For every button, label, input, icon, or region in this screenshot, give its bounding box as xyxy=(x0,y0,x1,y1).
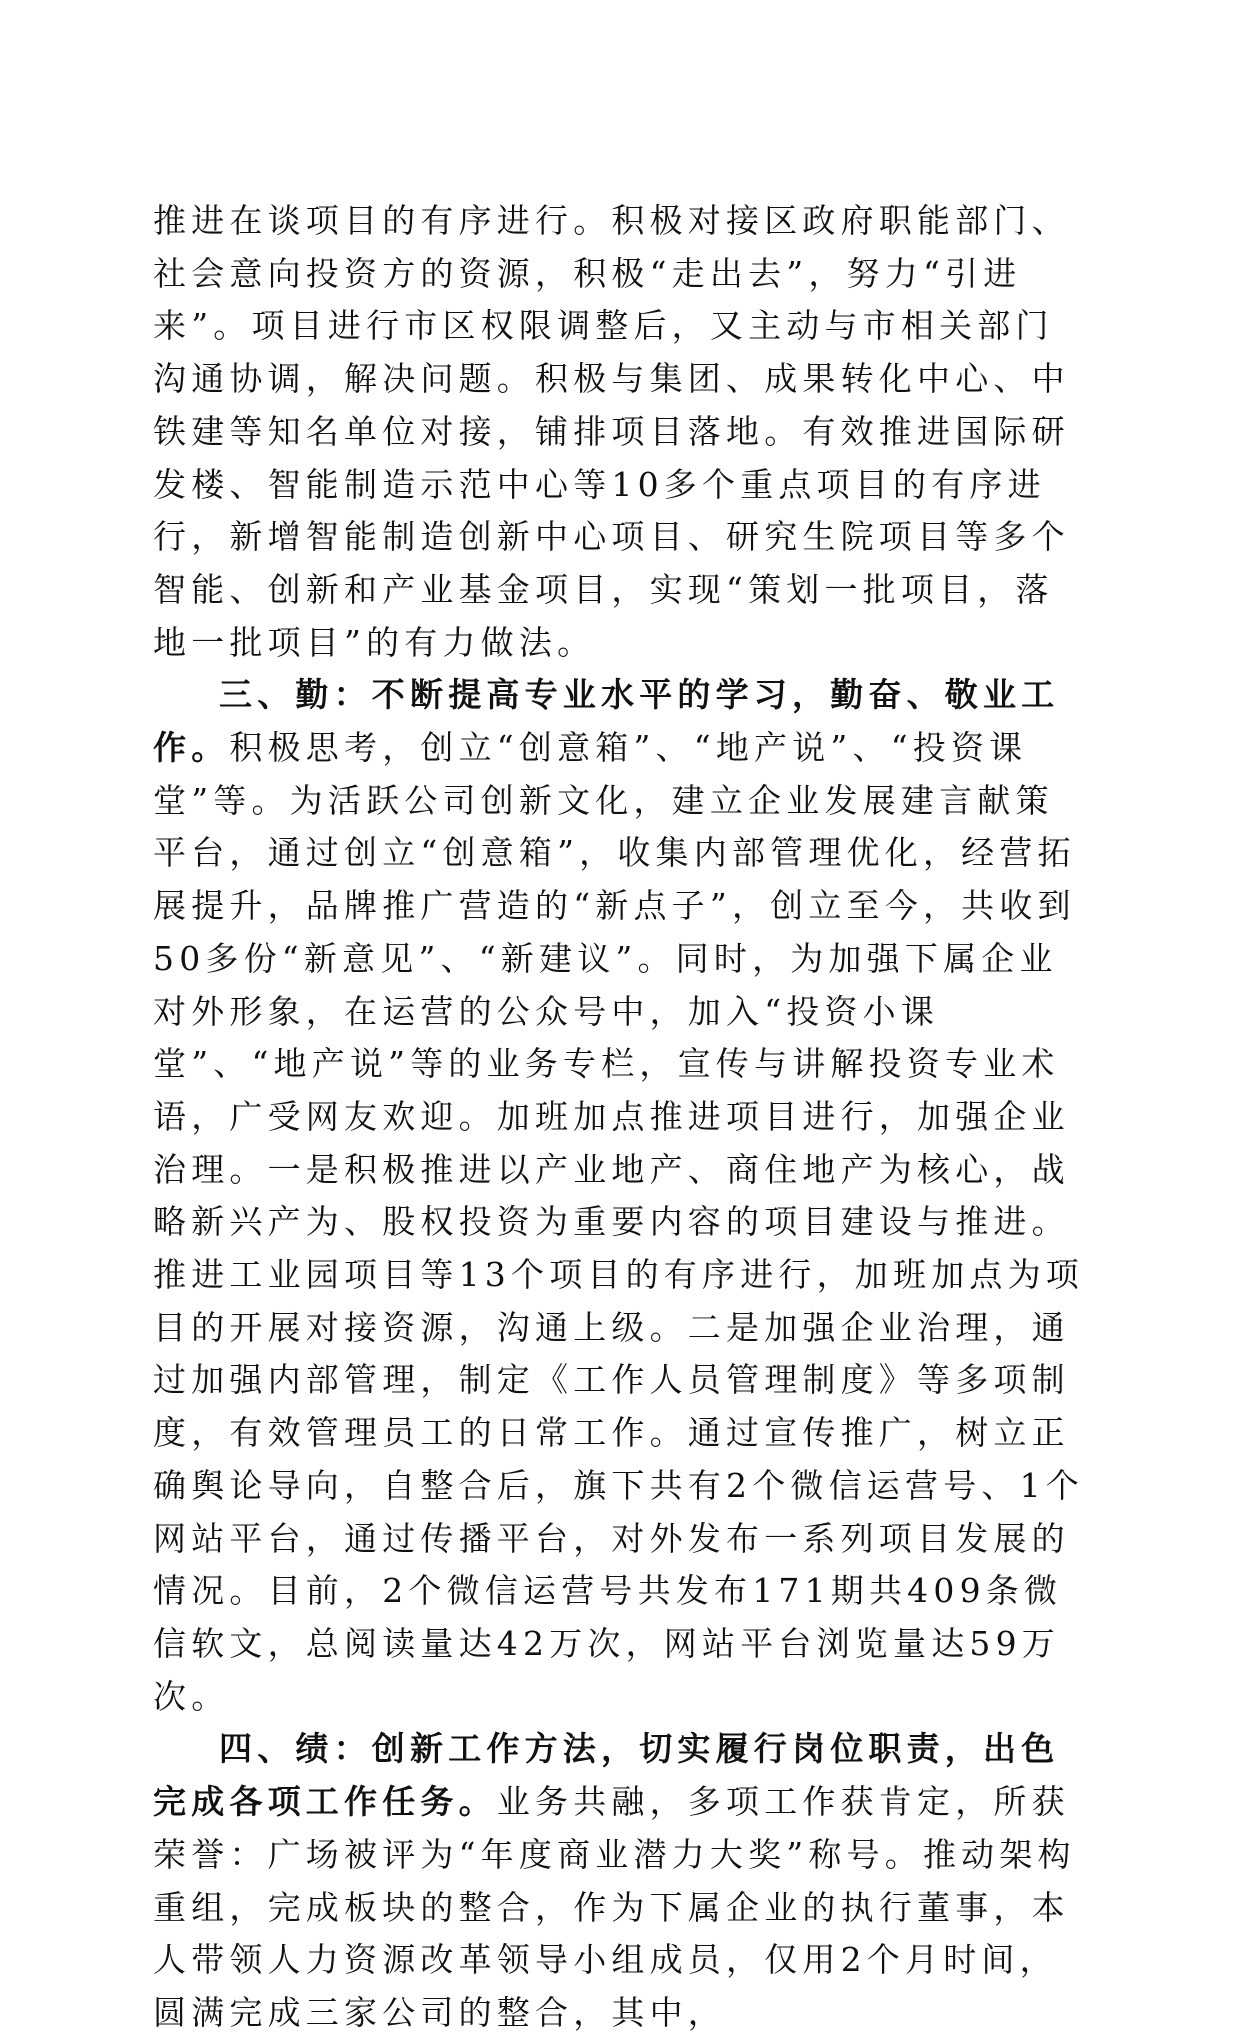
paragraph-2-heading-qin xyxy=(153,669,1088,1723)
document-body xyxy=(153,195,1088,2040)
heading-qin: 三、勤：不断提高专业水平的学习，勤奋、敬业工作。 xyxy=(153,675,1060,768)
paragraph-3-text: 业务共融，多项工作获肯定，所获荣誉：广场被评为“年度商业潜力大奖”称号。推动架构重组，完成板块的整合，作为下属企业的执行董事，本人带领人力资源改革领导小组成员，仅用2个月时间，圆满完成三家公司的整合，其中， xyxy=(153,1782,1076,2032)
paragraph-1-text: 推进在谈项目的有序进行。积极对接区政府职能部门、社会意向投资方的资源，积极“走出去”，努力“引进来”。项目进行市区权限调整后，又主动与市相关部门沟通协调，解决问题。积极与集团、成果转化中心、中铁建等知名单位对接，铺排项目落地。有效推进国际研发楼、智能制造示范中心等10多个重点项目的有序进行，新增智能制造创新中心项目、研究生院项目等多个智能、创新和产业基金项目，实现“策划一批项目，落地一批项目”的有力做法。 xyxy=(153,201,1070,662)
heading-ji: 四、绩：创新工作方法，切实履行岗位职责，出色完成各项工作任务。 xyxy=(153,1729,1060,1822)
paragraph-2-text: 积极思考，创立“创意箱”、“地产说”、“投资课堂”等。为活跃公司创新文化，建立企业发展建言献策平台，通过创立“创意箱”，收集内部管理优化，经营拓展提升，品牌推广营造的“新点子”，创立至今，共收到50多份“新意见”、“新建议”。同时，为加强下属企业对外形象，在运营的公众号中，加入“投资小课堂”、“地产说”等的业务专栏，宣传与讲解投资专业术语，广受网友欢迎。加班加点推进项目进行，加强企业治理。一是积极推进以产业地产、商住地产为核心，战略新兴产为、股权投资为重要内容的项目建设与推进。推进工业园项目等13个项目的有序进行，加班加点为项目的开展对接资源，沟通上级。二是加强企业治理，通过加强内部管理，制定《工作人员管理制度》等多项制度，有效管理员工的日常工作。通过宣传推广，树立正确舆论导向，自整合后，旗下共有2个微信运营号、1个网站平台，通过传播平台，对外发布一系列项目发展的情况。目前，2个微信运营号共发布171期共409条微信软文，总阅读量达42万次，网站平台浏览量达59万次。 xyxy=(153,728,1084,1716)
paragraph-3-heading-ji xyxy=(153,1723,1088,2039)
paragraph-1 xyxy=(153,195,1088,669)
